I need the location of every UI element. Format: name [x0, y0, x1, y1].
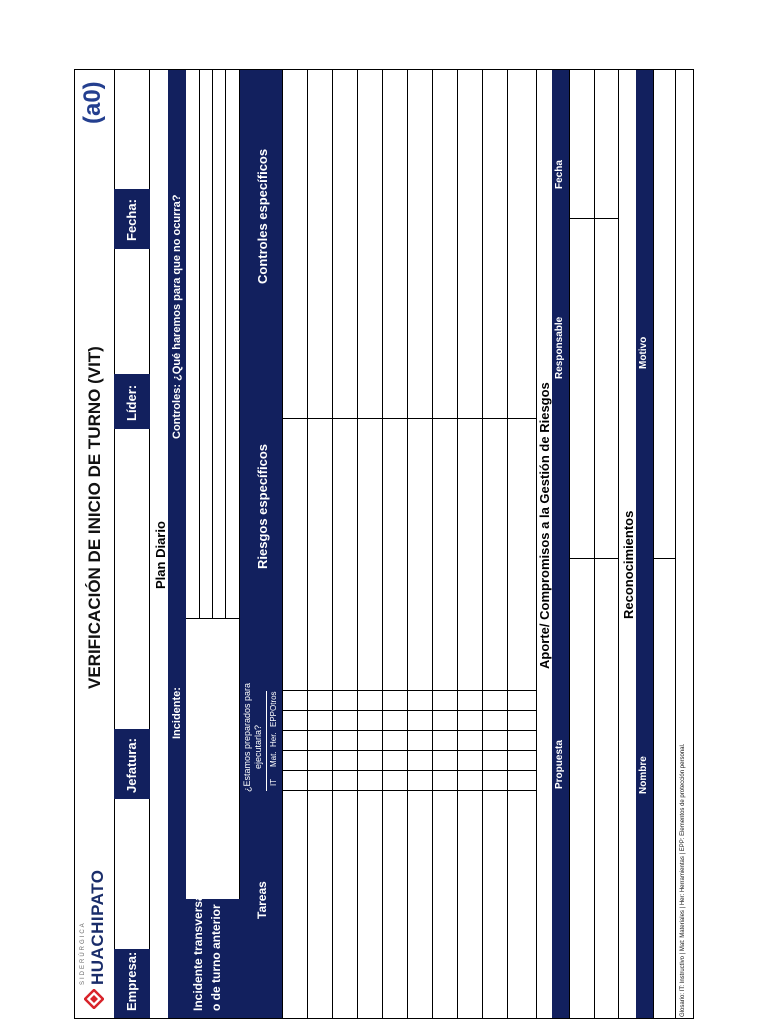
brand-mark-logo: (a0)	[79, 81, 106, 124]
motivo-header: Motivo	[638, 336, 649, 369]
propuesta-header: Propuesta	[554, 740, 565, 789]
jefatura-label: Jefatura:	[124, 738, 139, 793]
riesgos-header: Riesgos específicos	[255, 444, 270, 569]
logo-text: HUACHIPATO	[88, 869, 107, 985]
prep-col-epp: EPP	[269, 710, 278, 727]
prep-col-it: IT	[269, 778, 278, 786]
fecha-header: Fecha	[554, 160, 565, 189]
prep-question-2: ejecutarla?	[253, 724, 263, 769]
prep-question-1: ¿Estamos preparados para	[242, 682, 252, 792]
fecha-label: Fecha:	[124, 199, 139, 241]
controles-label: Controles: ¿Qué haremos para que no ocurra?	[171, 194, 183, 439]
logo-small-text: SIDERÚRGICA	[80, 921, 86, 985]
aporte-title: Aporte/ Compromisos a la Gestión de Riesgos	[537, 382, 552, 669]
nombre-header: Nombre	[638, 756, 649, 794]
page-title: VERIFICACIÓN DE INICIO DE TURNO (VIT)	[85, 346, 104, 689]
reconocimientos-title: Reconocimientos	[621, 510, 636, 619]
empresa-label: Empresa:	[124, 951, 139, 1011]
responsable-header: Responsable	[554, 316, 565, 379]
prep-col-otros: Otros	[269, 691, 278, 711]
glossary-footer: Glosario: IT: Instructivo | Mat: Materiales | Her: Herramientas | EPP: Elementos de protección personal.	[680, 743, 686, 1017]
prep-col-her: Her.	[269, 732, 278, 747]
incidente-transversal-label-1: Incidente transversal	[191, 890, 205, 1011]
incidente-label: Incidente:	[171, 687, 183, 739]
incidente-transversal-label-2: o de turno anterior	[209, 904, 223, 1011]
vit-form	[74, 69, 694, 1019]
tareas-header: Tareas	[255, 881, 269, 919]
plan-diario-title: Plan Diario	[153, 521, 168, 589]
outer-frame	[74, 69, 694, 1019]
prep-col-mat: Mat.	[269, 751, 278, 767]
lider-label: Líder:	[124, 384, 139, 421]
controles-especificos-header: Controles específicos	[255, 148, 270, 284]
